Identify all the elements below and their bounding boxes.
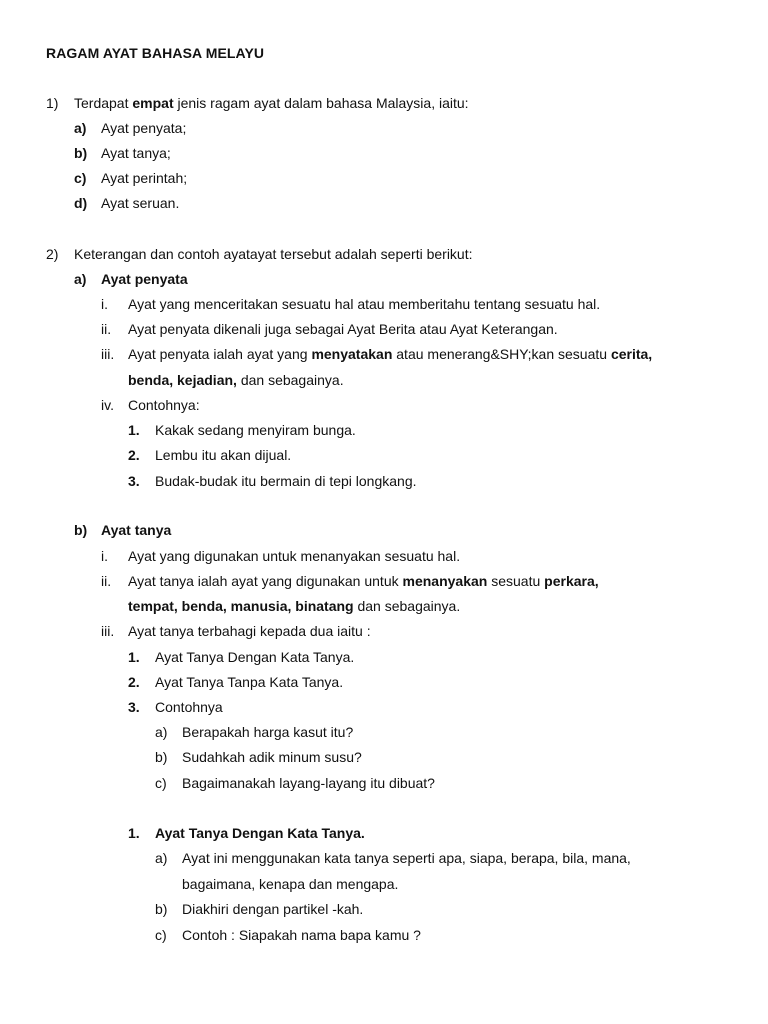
roman-numeral: ii. xyxy=(101,573,112,589)
tanya-point-ii xyxy=(128,572,599,590)
type-text: Ayat Tanya Dengan Kata Tanya. xyxy=(155,649,355,665)
list-item-label: a) xyxy=(74,120,87,136)
penyata-point-ii: Ayat penyata dikenali juga sebagai Ayat Berita atau Ayat Keterangan. xyxy=(128,321,558,337)
bold-run: perkara, xyxy=(544,573,599,589)
detail-label: a) xyxy=(155,850,168,866)
subheading-title: Ayat Tanya Dengan Kata Tanya. xyxy=(155,825,365,841)
penyata-point-i: Ayat yang menceritakan sesuatu hal atau memberitahu tentang sesuatu hal. xyxy=(128,296,601,312)
example-text: Bagaimanakah layang-layang itu dibuat? xyxy=(182,775,435,791)
detail-text: Diakhiri dengan partikel -kah. xyxy=(182,901,364,917)
text-run: atau menerang&SHY;kan sesuatu xyxy=(392,346,611,362)
list-item-text: Ayat seruan. xyxy=(101,195,180,211)
subheading-number: 1. xyxy=(128,825,140,841)
detail-label: b) xyxy=(155,901,168,917)
example-text: Berapakah harga kasut itu? xyxy=(182,724,354,740)
tanya-point-ii-continued xyxy=(128,597,460,615)
list-item-text: Ayat tanya; xyxy=(101,145,171,161)
example-label: a) xyxy=(155,724,168,740)
detail-label: c) xyxy=(155,927,167,943)
bold-run: menanyakan xyxy=(402,573,488,589)
detail-text: Contoh : Siapakah nama bapa kamu ? xyxy=(182,927,421,943)
example-number: 3. xyxy=(128,473,140,489)
type-text: Ayat Tanya Tanpa Kata Tanya. xyxy=(155,674,344,690)
document-title: RAGAM AYAT BAHASA MELAYU xyxy=(46,45,265,61)
penyata-point-iv: Contohnya: xyxy=(128,397,200,413)
subsection-b-label: b) xyxy=(74,522,88,538)
text-run: dan sebagainya. xyxy=(236,372,344,388)
list-item-text: Ayat perintah; xyxy=(101,170,188,186)
list-item-text: Ayat penyata; xyxy=(101,120,187,136)
example-label: b) xyxy=(155,749,168,765)
type-text: Contohnya xyxy=(155,699,223,715)
tanya-point-i: Ayat yang digunakan untuk menanyakan sesuatu hal. xyxy=(128,548,461,564)
roman-numeral: ii. xyxy=(101,321,112,337)
example-text: Lembu itu akan dijual. xyxy=(155,447,292,463)
example-text: Kakak sedang menyiram bunga. xyxy=(155,422,356,438)
text-run: dan sebagainya. xyxy=(353,598,461,614)
bold-run: cerita, xyxy=(610,346,653,362)
list-item-label: d) xyxy=(74,195,88,211)
type-number: 2. xyxy=(128,674,140,690)
example-text: Budak-budak itu bermain di tepi longkang. xyxy=(155,473,417,489)
list-item-label: b) xyxy=(74,145,88,161)
text-run: Ayat tanya ialah ayat yang digunakan untuk xyxy=(128,573,403,589)
type-number: 1. xyxy=(128,649,140,665)
bold-run: tempat, benda, manusia, binatang xyxy=(128,598,354,614)
example-number: 1. xyxy=(128,422,140,438)
roman-numeral: iii. xyxy=(101,346,115,362)
bold-run: menyatakan xyxy=(311,346,393,362)
detail-text: Ayat ini menggunakan kata tanya seperti apa, siapa, berapa, bila, mana, xyxy=(182,850,631,866)
section-2-number: 2) xyxy=(46,246,59,262)
bold-run: benda, kejadian, xyxy=(128,372,237,388)
section-1-intro-bold: empat xyxy=(132,95,174,111)
subsection-b-heading: Ayat tanya xyxy=(101,522,172,538)
detail-text-continued: bagaimana, kenapa dan mengapa. xyxy=(182,876,399,892)
text-run: sesuatu xyxy=(487,573,545,589)
example-number: 2. xyxy=(128,447,140,463)
section-1-intro xyxy=(74,94,469,112)
section-2-intro: Keterangan dan contoh ayatayat tersebut adalah seperti berikut: xyxy=(74,246,473,262)
example-label: c) xyxy=(155,775,167,791)
section-1-number: 1) xyxy=(46,95,59,111)
roman-numeral: i. xyxy=(101,296,108,312)
penyata-point-iii xyxy=(128,345,652,363)
subsection-a-heading: Ayat penyata xyxy=(101,271,188,287)
text-run: Ayat penyata ialah ayat yang xyxy=(128,346,312,362)
example-text: Sudahkah adik minum susu? xyxy=(182,749,362,765)
roman-numeral: i. xyxy=(101,548,108,564)
subsection-a-label: a) xyxy=(74,271,87,287)
penyata-point-iii-continued xyxy=(128,371,344,389)
type-number: 3. xyxy=(128,699,140,715)
roman-numeral: iv. xyxy=(101,397,114,413)
list-item-label: c) xyxy=(74,170,87,186)
section-1-intro-pre: Terdapat xyxy=(74,95,133,111)
tanya-point-iii: Ayat tanya terbahagi kepada dua iaitu : xyxy=(128,623,371,639)
section-1-intro-post: jenis ragam ayat dalam bahasa Malaysia, iaitu: xyxy=(173,95,469,111)
roman-numeral: iii. xyxy=(101,623,115,639)
